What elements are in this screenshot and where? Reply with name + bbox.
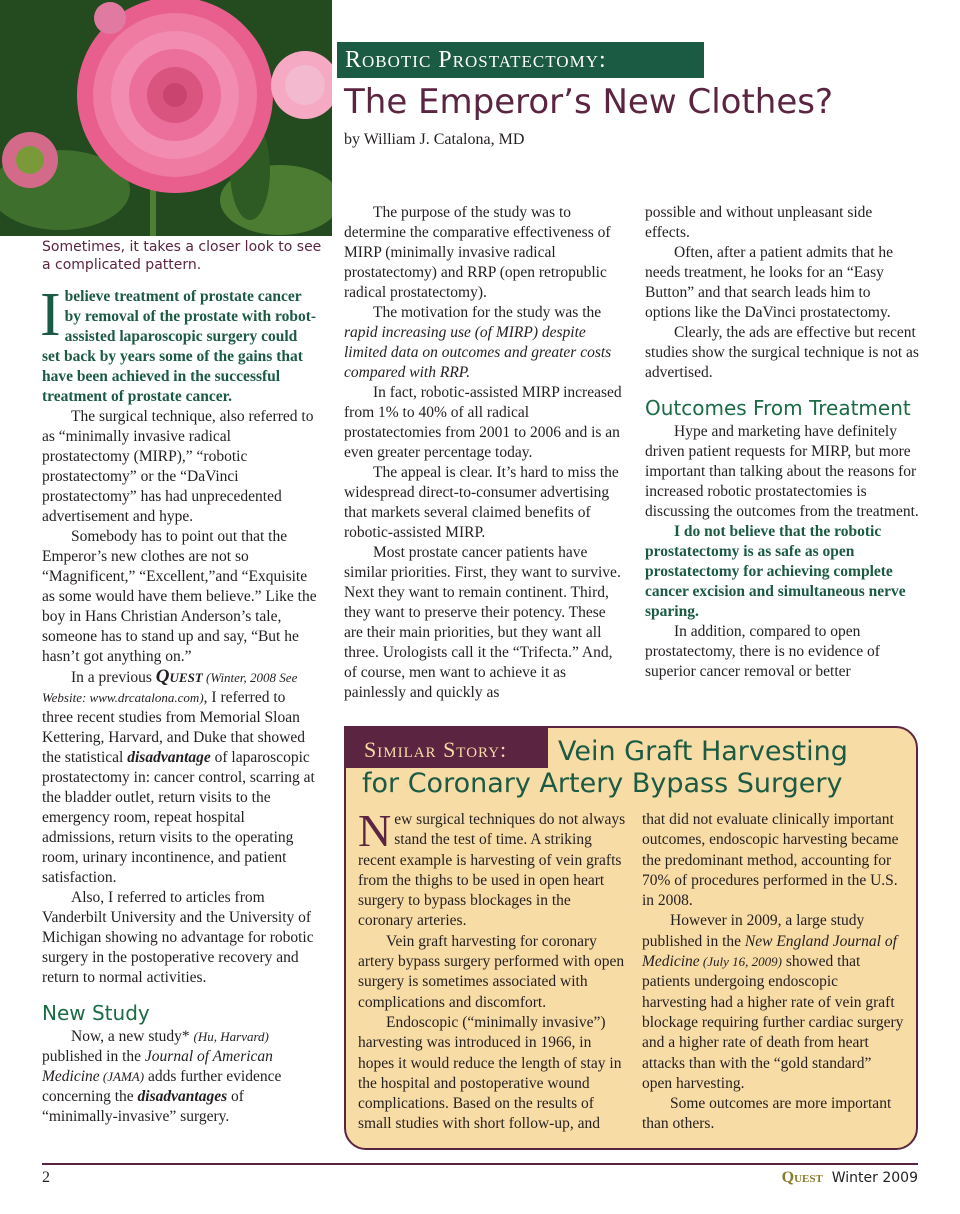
similar-story-sidebar xyxy=(344,726,918,1150)
paragraph: Also, I referred to articles from Vanderbilt University and the University of Michigan showing no advantage for robotic surgery in the postoperative recovery and return to normal activities. xyxy=(42,889,314,986)
footer-issue xyxy=(782,1169,918,1187)
paragraph: The surgical technique, also referred to as “minimally invasive radical prostatectomy (MIRP),” “robotic prostatectomy” or the “DaVinci prostatectomy” has had unprecedented advertisement and hype. xyxy=(42,408,314,525)
paragraph: Endoscopic (“minimally invasive”) harvesting was introduced in 1966, in hopes it would reduce the length of stay in the hospital and postoperative wound complications. Based on the results of small studies with short follow-up, and xyxy=(358,1013,622,1133)
paragraph: possible and without unpleasant side effects. xyxy=(645,204,873,241)
column-3 xyxy=(645,203,920,682)
column-2 xyxy=(344,203,624,703)
lead-paragraph xyxy=(40,281,317,407)
paragraph: Hype and marketing have definitely driven patient requests for MIRP, but more important than talking about the reasons for increased robotic prostatectomies is discussing the outcomes from the treatment. xyxy=(645,423,919,520)
paragraph: The motivation for the study was the rapid increasing use (of MIRP) despite limited data on outcomes and greater costs compared with RRP. xyxy=(344,304,612,381)
paragraph: New surgical techniques do not always stand the test of time. A striking recent example is harvesting of vein grafts from the thighs to be used in open heart surgery to bypass blockages in the coronary arteries. xyxy=(358,805,626,930)
paragraph: The purpose of the study was to determine the comparative effectiveness of MIRP (minimally invasive radical prostatectomy) and RRP (open retropublic radical prostatectomy). xyxy=(344,204,611,301)
paragraph: However in 2009, a large study published in the New England Journal of Medicine (July 16, 2009) showed that patients undergoing endoscopic harvesting had a higher rate of vein graft blockage requiring further cardiac surgery and a higher rate of death from heart attacks than with the “gold standard” open harvesting. xyxy=(642,912,904,1092)
paragraph: The appeal is clear. It’s hard to miss the widespread direct-to-consumer advertising that markets several claimed benefits of robotic-assisted MIRP. xyxy=(344,464,619,541)
sidebar-column-1 xyxy=(358,805,626,1135)
dahlia-photo xyxy=(0,0,332,236)
reference: (Winter, 2008 See Website: www.drcatalona.com) xyxy=(42,670,298,705)
byline: by William J. Catalona, MD xyxy=(344,131,525,148)
paragraph: Most prostate cancer patients have similar priorities. First, they want to survive. Next they want to remain continent. Third, they want to preserve their potency. These are their main priorities, but they want all three. Urologists call it the “Trifecta.” And, of course, men want to achieve it as painlessly and quickly as xyxy=(344,544,621,701)
sidebar-title-line2: for Coronary Artery Bypass Surgery xyxy=(362,768,843,799)
paragraph: In fact, robotic-assisted MIRP increased from 1% to 40% of all radical prostatectomies from 2001 to 2006 and is an even greater percentage today. xyxy=(344,384,622,461)
drop-cap: I xyxy=(40,281,61,349)
paragraph: that did not evaluate clinically important outcomes, endoscopic harvesting became the predominant method, accounting for 70% of procedures performed in the U.S. in 2008. xyxy=(642,811,899,910)
sidebar-tab: Similar Story: xyxy=(344,726,548,768)
drop-cap: N xyxy=(358,805,392,856)
page-number: 2 xyxy=(42,1169,50,1186)
paragraph: In addition, compared to open prostatectomy, there is no evidence of superior cancer removal or better xyxy=(645,623,880,680)
section-heading-outcomes: Outcomes From Treatment xyxy=(645,396,911,420)
paragraph: Often, after a patient admits that he needs treatment, he looks for an “Easy Button” and that search leads him to options like the DaVinci prostatectomy. xyxy=(645,244,894,321)
magazine-name: Quest xyxy=(781,1169,823,1186)
footer-rule xyxy=(42,1163,918,1165)
photo-caption: Sometimes, it takes a closer look to see a complicated pattern. xyxy=(42,239,322,273)
article-title: The Emperor’s New Clothes? xyxy=(344,82,833,122)
paragraph: Vein graft harvesting for coronary artery bypass surgery performed with open surgery is sometimes associated with complications and discomfort. xyxy=(358,932,625,1011)
sidebar-title-line1: Vein Graft Harvesting xyxy=(558,736,848,767)
article-kicker: Robotic Prostatectomy: xyxy=(337,42,704,78)
quest-name: Quest xyxy=(155,666,203,687)
pull-statement: I do not believe that the robotic prostatectomy is as safe as open prostatectomy for achieving complete cancer excision and simultaneous nerve sparing. xyxy=(645,523,906,620)
paragraph: Some outcomes are more important than others. xyxy=(642,1095,892,1133)
issue-date: Winter 2009 xyxy=(831,1170,918,1186)
sidebar-column-2 xyxy=(642,810,904,1135)
paragraph: In a previous Quest (Winter, 2008 See Website: www.drcatalona.com), I referred to three recent studies from Memorial Sloan Kettering, Harvard, and Duke that showed the statistical disadvantage of laparoscopic prostatectomy in: cancer control, scarring at the bladder outlet, return visits to the emergency room, repeat hospital admissions, return visits to the operating room, urinary incontinence, and patient satisfaction. xyxy=(42,666,315,886)
paragraph: Somebody has to point out that the Emperor’s new clothes are not so “Magnificent,” “Excellent,”and “Exquisite as some would have them believe.” Like the boy in Hans Christian Anderson’s tale, someone has to stand up and say, “But he hasn’t got anything on.” xyxy=(42,528,317,665)
paragraph: Now, a new study* (Hu, Harvard) published in the Journal of American Medicine (JAMA) adds further evidence concerning the disadvantages of “minimally-invasive” surgery. xyxy=(42,1028,282,1125)
column-1 xyxy=(40,281,317,1127)
lead-text: believe treatment of prostate cancer by removal of the prostate with robot-assisted laparoscopic surgery could set back by years some of the gains that have been achieved in the successful treatment of prostate cancer. xyxy=(42,288,317,405)
paragraph: Clearly, the ads are effective but recent studies show the surgical technique is not as advertised. xyxy=(645,324,919,381)
section-heading-new-study: New Study xyxy=(42,1001,150,1025)
